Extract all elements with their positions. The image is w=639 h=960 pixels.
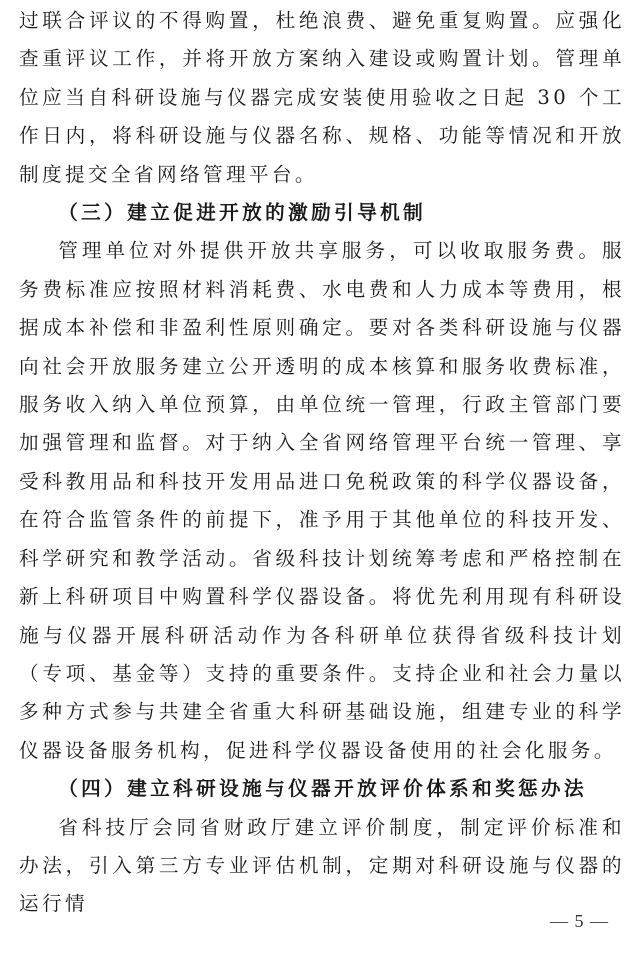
section-heading-4: （四）建立科研设施与仪器开放评价体系和奖惩办法 xyxy=(58,777,588,801)
section-heading-3: （三）建立促进开放的激励引导机制 xyxy=(58,201,427,225)
paragraph-evaluation-system: 省科技厅会同省财政厅建立评价制度，制定评价标准和办法，引入第三方专业评估机制，定期对科研设施与仪器的运行情 xyxy=(19,815,625,916)
document-body xyxy=(19,2,625,924)
paragraph-incentive-mechanism: 管理单位对外提供开放共享服务，可以收取服务费。服务费标准应按照材料消耗费、水电费和人力成本等费用，根据成本补偿和非盈利性原则确定。要对各类科研设施与仪器向社会开放服务建立公开透明的成本核算和服务收费标准，服务收入纳入单位预算，由单位统一管理，行政主管部门要加强管理和监督。对于纳入全省网络管理平台统一管理、享受科教用品和科技开发用品进口免税政策的科学仪器设备，在符合监管条件的前提下，准予用于其他单位的科技开发、科学研究和教学活动。省级科技计划统筹考虑和严格控制在新上科研项目中购置科学仪器设备。将优先利用现有科研设施与仪器开展科研活动作为各科研单位获得省级科技计划（专项、基金等）支持的重要条件。支持企业和社会力量以多种方式参与共建全省重大科研基础设施，组建专业的科学仪器设备服务机构，促进科学仪器设备使用的社会化服务。 xyxy=(19,239,625,762)
page-number: — 5 — xyxy=(550,911,609,931)
paragraph-continuation: 过联合评议的不得购置，杜绝浪费、避免重复购置。应强化查重评议工作，并将开放方案纳入建设或购置计划。管理单位应当自科研设施与仪器完成安装使用验收之日起 30 个工作日内，将科研设施与仪器名称、规格、功能等情况和开放制度提交全省网络管理平台。 xyxy=(19,9,625,186)
